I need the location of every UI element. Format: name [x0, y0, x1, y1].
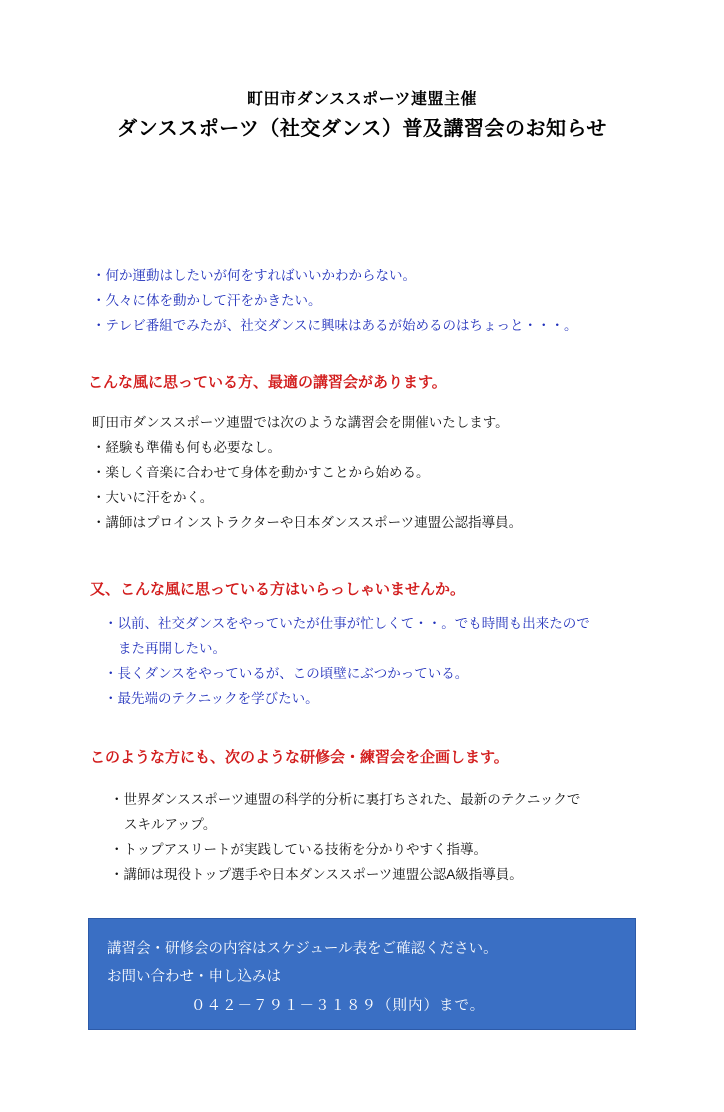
list-item: ・最先端のテクニックを学びたい。: [104, 690, 319, 706]
list-item: ・テレビ番組でみたが、社交ダンスに興味はあるが始めるのはちょっと・・・。: [92, 317, 578, 333]
list-item: ・長くダンスをやっているが、この頃壁にぶつかっている。: [104, 665, 469, 681]
title-line-1: 町田市ダンススポーツ連盟主催: [246, 91, 478, 108]
list-item: ・世界ダンススポーツ連盟の科学的分析に裏打ちされた、最新のテクニックで: [110, 792, 581, 807]
heading-training-plan: このような方にも、次のような研修会・練習会を企画します。: [90, 749, 509, 766]
list-item: スキルアップ。: [124, 816, 217, 832]
heading-suitable-course: こんな風に思っている方、最適の講習会があります。: [88, 374, 447, 391]
list-item: ・楽しく音楽に合わせて身体を動かすことから始める。: [92, 464, 430, 480]
list-item: ・以前、社交ダンスをやっていたが仕事が忙しくて・・。でも時間も出来たので: [104, 616, 590, 631]
notice-phone-number: ０４２－７９１－３１８９（則内）まで。: [191, 997, 486, 1014]
training-bullet-list: [110, 788, 580, 888]
experienced-bullet-list: [104, 612, 590, 712]
contact-notice-box: [88, 918, 636, 1030]
list-item: ・講師は現役トップ選手や日本ダンススポーツ連盟公認A級指導員。: [110, 866, 523, 882]
course-bullet-list: [92, 436, 522, 536]
notice-schedule-text: 講習会・研修会の内容はスケジュール表をご確認ください。: [107, 941, 498, 957]
list-item: ・何か運動はしたいが何をすればいいかわからない。: [92, 268, 416, 283]
list-item: ・トップアスリートが実践している技術を分かりやすく指導。: [110, 841, 488, 857]
intro-bullet-list: [92, 264, 577, 339]
list-item: ・久々に体を動かして汗をかきたい。: [92, 292, 322, 308]
list-item: ・経験も準備も何も必要なし。: [92, 439, 281, 455]
course-description-block: [92, 411, 522, 536]
list-item: ・講師はプロインストラクターや日本ダンススポーツ連盟公認指導員。: [92, 514, 523, 530]
title-line-2: ダンススポーツ（社交ダンス）普及講習会のお知らせ: [117, 118, 607, 140]
document-title: [0, 88, 724, 144]
notice-contact-text: お問い合わせ・申し込みは: [107, 969, 281, 986]
course-lead-text: 町田市ダンススポーツ連盟では次のような講習会を開催いたします。: [92, 415, 509, 430]
document-page: [0, 88, 724, 1112]
heading-also-thinking: 又、こんな風に思っている方はいらっしゃいませんか。: [90, 581, 466, 598]
list-item: また再開したい。: [118, 640, 226, 656]
list-item: ・大いに汗をかく。: [92, 489, 214, 505]
